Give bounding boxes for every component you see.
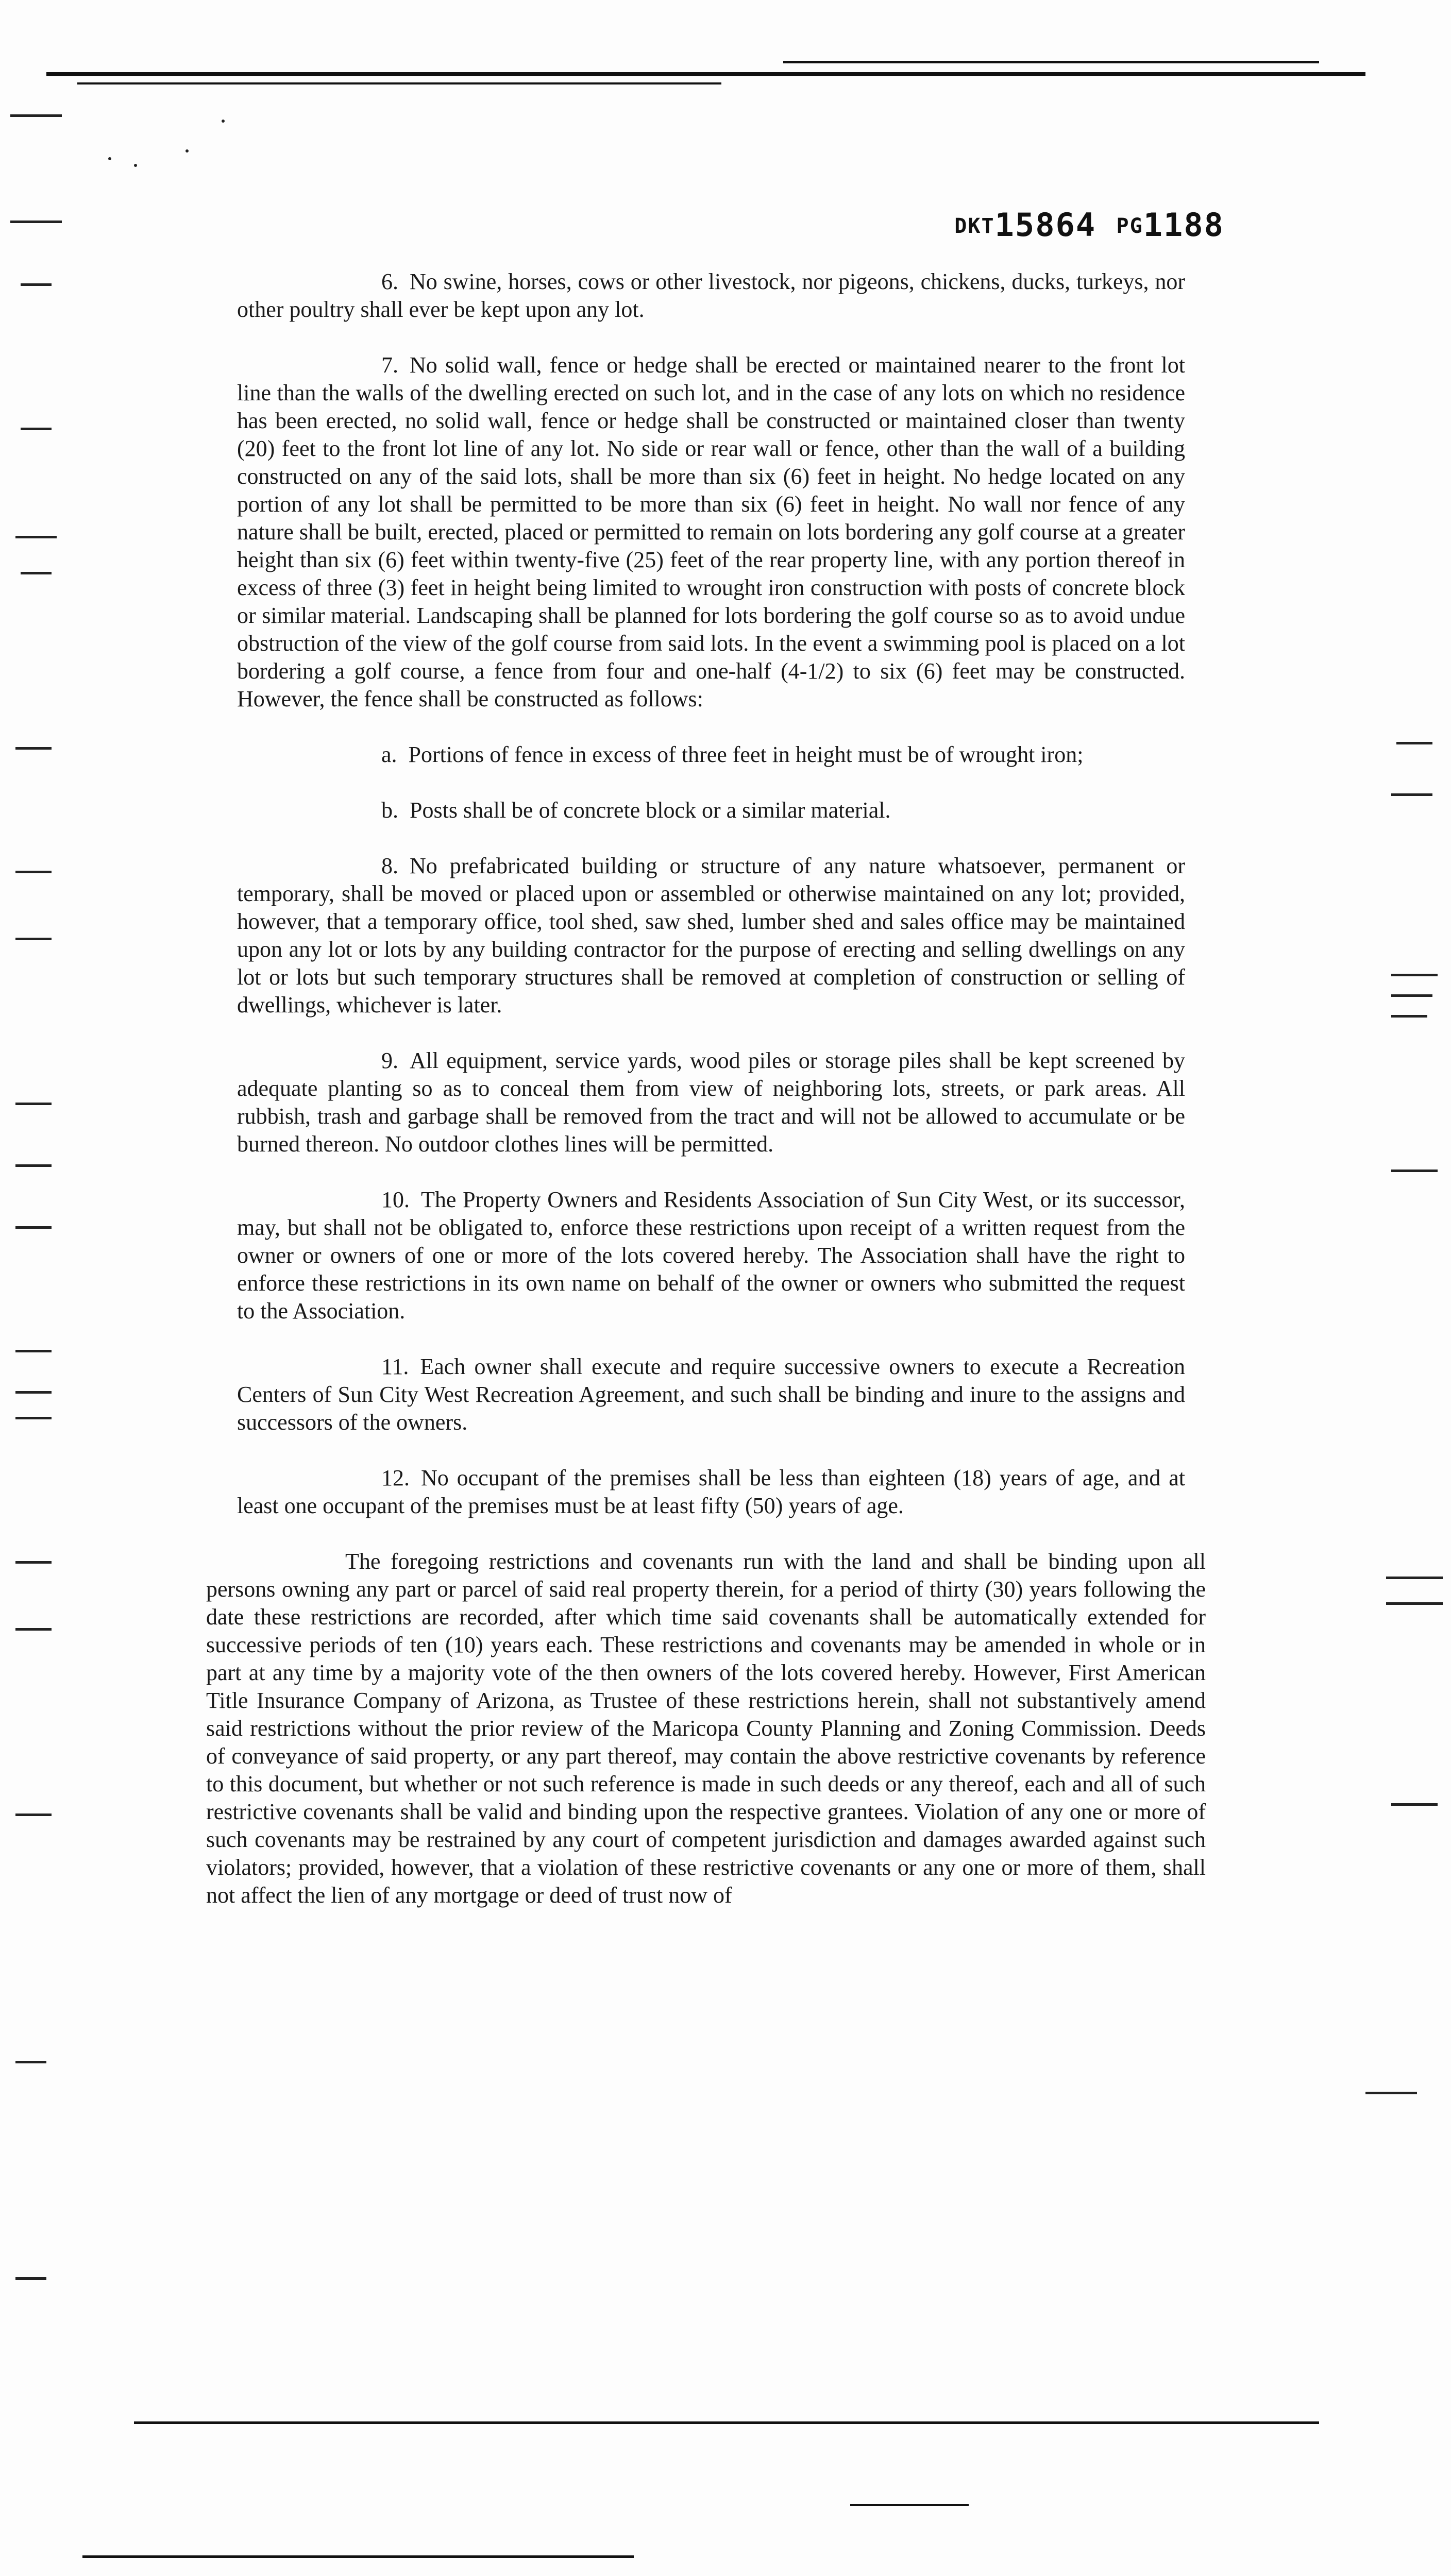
paragraph-7 [237,351,1185,713]
margin-mark [15,1417,52,1419]
margin-mark [1391,793,1432,796]
margin-mark [21,283,52,286]
scan-mark [10,114,62,117]
paragraph-text: Each owner shall execute and require successive owners to execute a Recreation Centers of Sun City West Recreation Agreement, and such shall be binding and inure to the assigns and successors of the owners. [237,1354,1185,1435]
margin-mark [15,2277,46,2280]
margin-mark [15,1226,52,1229]
paragraph-text: The Property Owners and Residents Association of Sun City West, or its successor, may, but shall not be obligated to, enforce these restrictions upon receipt of a written request from the owner or owners of one or more of the lots covered hereby. The Association shall have the right to enforce these restrictions in its own name on behalf of the owner or owners who submitted the request to the Association. [237,1187,1185,1324]
paragraph-text: No solid wall, fence or hedge shall be erected or maintained nearer to the front lot line than the walls of the dwelling erected on such lot, and in the case of any lots on which no residence has been erected, no solid wall, fence or hedge shall be constructed or maintained closer than twenty (20) feet to the front lot line of any lot. No side or rear wall or fence, other than the wall of a building constructed on any of the said lots, shall be more than six (6) feet in height. No hedge located on any portion of any lot shall be permitted to be more than six (6) feet in height. No wall nor fence of any nature shall be built, erected, placed or permitted to remain on lots bordering any golf course at a greater height than six (6) feet within twenty-five (25) feet of the rear property line, with any portion thereof in excess of three (3) feet in height being limited to wrought iron construction with posts of concrete block or similar material. Landscaping shall be planned for lots bordering the golf course so as to avoid undue obstruction of the view of the golf course from said lots. In the event a swimming pool is placed on a lot bordering a golf course, a fence from four and one-half (4-1/2) to six (6) feet may be constructed. However, the fence shall be constructed as follows: [237,352,1185,711]
paragraph-number: 7. [381,352,398,378]
margin-mark [15,1164,52,1167]
paragraph-text: No prefabricated building or structure of any nature whatsoever, permanent or temporary, shall be moved or placed upon or assembled or otherwise maintained on any lot; provided, however, that a temporary office, tool shed, saw shed, lumber shed and sales office may be maintained upon any lot or lots by any building contractor for the purpose of erecting and selling dwellings on any lot or lots but such temporary structures shall be removed at completion of construction or selling of dwellings, whichever is later. [237,853,1185,1018]
margin-mark [15,747,52,750]
margin-mark [21,572,52,574]
margin-mark [1391,1170,1438,1172]
closing-paragraph: The foregoing restrictions and covenants run with the land and shall be binding upon all persons owning any part or parcel of said real property therein, for a period of thirty (30) years following the date these restrictions are recorded, after which time said covenants shall be automatically extended for successive periods of ten (10) years each. These restrictions and covenants may be amended in whole or in part at any time by a majority vote of the then owners of the lots covered hereby. However, First American Title Insurance Company of Arizona, as Trustee of these restrictions herein, shall not substantively amend said restrictions without the prior review of the Maricopa County Planning and Zoning Commission. Deeds of conveyance of said property, or any part thereof, may contain the above restrictive covenants by reference to this document, but whether or not such reference is made in such deeds or any thereof, each and all of such restrictive covenants shall be valid and binding upon the respective grantees. Violation of any one or more of such covenants may be restrained by any court of competent jurisdiction and damages awarded against such violators; provided, however, that a violation of these restrictive covenants or any one or more of them, shall not affect the lien of any mortgage or deed of trust now of [206,1549,1206,1908]
margin-mark [1365,2092,1417,2094]
margin-mark [15,938,52,940]
margin-mark [15,1814,52,1816]
paragraph-number: 10. [381,1187,410,1212]
page-number: 1188 [1143,206,1224,244]
paragraph-9 [237,1047,1185,1158]
paragraph-number: b. [381,798,398,823]
scan-line-bottom [850,2504,969,2506]
scan-line-bottom [134,2421,1319,2424]
margin-mark [15,871,52,873]
margin-mark [15,1391,52,1394]
paragraph-number: 8. [381,853,398,878]
paragraph-text: Posts shall be of concrete block or a similar material. [410,798,891,823]
docket-prefix: DKT [954,214,995,238]
paragraph-text: No occupant of the premises shall be less than eighteen (18) years of age, and at least one occupant of the premises must be at least fifty (50) years of age. [237,1465,1185,1518]
paragraph-7b [237,796,1185,824]
paragraph-12 [237,1464,1185,1520]
margin-mark [10,221,62,223]
margin-mark [1386,1577,1443,1579]
paragraph-text: All equipment, service yards, wood piles or storage piles shall be kept screened by adequate planting so as to conceal them from view of neighboring lots, streets, or park areas. All rubbish, trash and garbage shall be removed from the tract and will not be allowed to accumulate or be burned thereon. No outdoor clothes lines will be permitted. [237,1048,1185,1157]
margin-mark [15,2061,46,2063]
margin-mark [15,1350,52,1352]
margin-mark [15,1103,52,1105]
page-prefix: PG [1116,214,1143,238]
paragraph-number: 12. [381,1465,410,1490]
margin-mark [15,1628,52,1631]
paragraph-10 [237,1186,1185,1325]
margin-mark [15,536,57,538]
scan-speck [222,120,225,123]
margin-mark [1396,742,1432,744]
docket-number: 15864 [994,206,1096,244]
paragraph-7a [237,741,1185,769]
paragraph-number: 11. [381,1354,409,1379]
scan-speck [134,164,137,167]
margin-mark [1386,1602,1443,1605]
scan-speck [108,157,111,160]
paragraph-number: 6. [381,269,398,294]
margin-mark [15,1561,52,1564]
paragraph-text: Portions of fence in excess of three feet in height must be of wrought iron; [408,742,1084,767]
paragraph-8 [237,852,1185,1019]
margin-mark [1391,1015,1427,1018]
paragraph-number: 9. [381,1048,398,1073]
paragraph-11 [237,1353,1185,1436]
margin-mark [1391,1803,1438,1806]
scan-line-bottom [82,2555,634,2558]
paragraph-text: No swine, horses, cows or other livestock, nor pigeons, chickens, ducks, turkeys, nor other poultry shall ever be kept upon any lot. [237,269,1185,322]
scan-line-top [46,72,1365,76]
scan-line-top-2 [783,61,1319,63]
paragraph-6 [237,268,1185,324]
docket-stamp [954,206,1224,244]
paragraph-number: a. [381,742,397,767]
margin-mark [21,428,52,430]
margin-mark [1391,994,1432,997]
scan-speck [185,149,189,152]
scan-line-top-3 [77,82,721,84]
restrictions-body [206,268,1206,1937]
margin-mark [1391,974,1438,976]
